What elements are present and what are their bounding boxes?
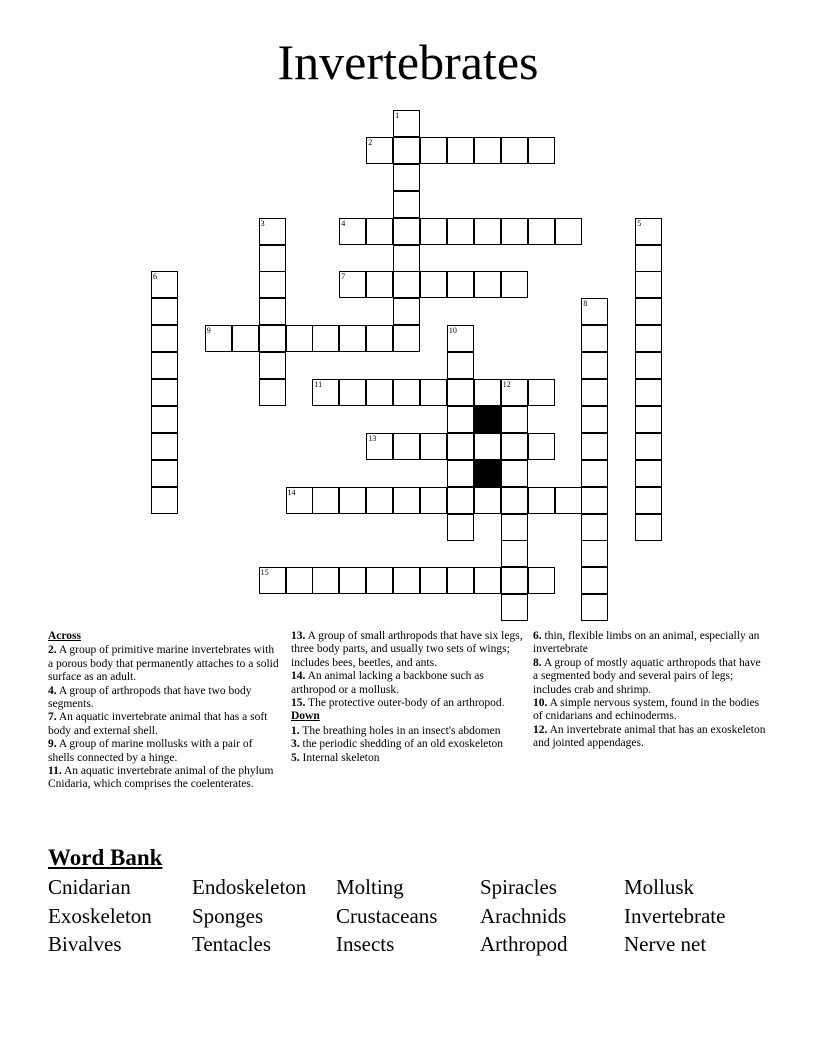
grid-cell[interactable] (474, 271, 501, 298)
grid-cell[interactable] (393, 567, 420, 594)
grid-cell[interactable] (232, 325, 259, 352)
grid-cell[interactable] (447, 325, 474, 352)
clue-number: 11 (314, 380, 323, 389)
clue-number: 15 (260, 568, 269, 578)
word-bank-word: Molting (336, 875, 404, 899)
grid-cell[interactable] (151, 271, 178, 298)
grid-cell[interactable] (447, 514, 474, 541)
clue-num: 15. (291, 697, 306, 710)
clue-number: 4 (341, 218, 346, 228)
clue-text: the periodic shedding of an old exoskeleton (299, 738, 504, 751)
across-heading: Across (48, 630, 82, 642)
grid-cell[interactable] (581, 325, 608, 352)
clue-num: 11. (48, 765, 62, 778)
word-bank-word: Exoskeleton (48, 903, 152, 928)
clue-number: 9 (206, 326, 211, 336)
grid-cell[interactable] (205, 325, 232, 352)
grid-cell[interactable] (635, 352, 662, 379)
grid-cell[interactable] (635, 245, 662, 272)
grid-cell[interactable] (259, 245, 286, 272)
grid-cell[interactable] (393, 379, 420, 406)
grid-cell[interactable] (528, 218, 555, 245)
grid-cell[interactable] (528, 379, 555, 406)
grid-cell[interactable] (501, 379, 528, 406)
clue-num: 4. (48, 684, 57, 697)
clue-num: 2. (48, 644, 57, 657)
word-bank-word: Spiracles (480, 875, 557, 899)
grid-cell[interactable] (501, 594, 528, 621)
clue-num: 10. (533, 697, 548, 710)
grid-cell[interactable] (447, 137, 474, 164)
grid-cell[interactable] (447, 567, 474, 594)
grid-cell[interactable] (581, 540, 608, 567)
grid-cell[interactable] (581, 487, 608, 514)
clue (291, 630, 523, 670)
clue (48, 738, 280, 765)
clue-text: A group of arthropods that have two body segments. (48, 684, 252, 711)
clue-text: A group of marine mollusks with a pair of shells connected by a hinge. (48, 738, 253, 764)
word-bank-row (48, 902, 788, 931)
grid-cell[interactable] (151, 406, 178, 433)
grid-cell[interactable] (447, 487, 474, 514)
grid-cell[interactable] (528, 487, 555, 514)
clue-number: 14 (287, 487, 296, 497)
grid-cell[interactable] (474, 433, 501, 460)
clue-num: 14. (291, 670, 306, 683)
clue-number: 10 (448, 326, 457, 336)
grid-cell[interactable] (581, 379, 608, 406)
grid-cell[interactable] (339, 379, 366, 406)
grid-cell[interactable] (393, 325, 420, 352)
word-bank-word: Invertebrate (624, 903, 726, 928)
grid-cell[interactable] (259, 352, 286, 379)
clue-text: A group of mostly aquatic arthropods that have a segmented body and several pairs of legs; includes crab and shrimp. (533, 656, 761, 696)
grid-cell[interactable] (420, 487, 447, 514)
grid-cell[interactable] (420, 218, 447, 245)
clue-column-1 (48, 630, 280, 792)
grid-cell[interactable] (635, 379, 662, 406)
clue (533, 724, 768, 751)
clue-text: A group of primitive marine invertebrates with a porous body that permanently attaches to a solid surface as an adult. (48, 644, 279, 684)
clue (48, 765, 280, 792)
clue-number: 12 (502, 380, 511, 389)
grid-cell[interactable] (151, 379, 178, 406)
grid-cell[interactable] (581, 352, 608, 379)
grid-cell[interactable] (393, 164, 420, 191)
grid-cell[interactable] (151, 325, 178, 352)
grid-cell[interactable] (581, 406, 608, 433)
grid-block (474, 406, 501, 433)
grid-cell[interactable] (581, 514, 608, 541)
grid-cell[interactable] (286, 325, 313, 352)
grid-cell[interactable] (259, 325, 286, 352)
grid-cell[interactable] (420, 137, 447, 164)
grid-cell[interactable] (393, 298, 420, 325)
grid-cell[interactable] (581, 567, 608, 594)
grid-cell[interactable] (393, 137, 420, 164)
grid-cell[interactable] (581, 460, 608, 487)
clue-text: An animal lacking a backbone such as arthropod or a mollusk. (291, 670, 484, 696)
grid-cell[interactable] (447, 460, 474, 487)
grid-cell[interactable] (447, 352, 474, 379)
clue-text: The protective outer-body of an arthropod. (305, 697, 505, 710)
grid-cell[interactable] (259, 218, 286, 245)
down-heading: Down (291, 710, 320, 723)
clue (533, 630, 768, 657)
word-bank-row (48, 873, 788, 902)
word-bank-word: Nerve net (624, 932, 707, 957)
grid-cell[interactable] (528, 567, 555, 594)
word-bank-row (48, 930, 788, 959)
grid-cell[interactable] (151, 487, 178, 514)
word-bank-word: Arachnids (480, 903, 567, 928)
grid-cell[interactable] (286, 567, 313, 594)
grid-cell[interactable] (447, 433, 474, 460)
clue-num: 7. (48, 711, 57, 724)
clue-number: 3 (260, 218, 265, 228)
grid-cell[interactable] (366, 325, 393, 352)
grid-cell[interactable] (393, 271, 420, 298)
grid-cell[interactable] (635, 325, 662, 352)
clue-num: 1. (291, 724, 300, 737)
grid-cell[interactable] (339, 487, 366, 514)
grid-cell[interactable] (635, 460, 662, 487)
grid-cell[interactable] (474, 218, 501, 245)
grid-cell[interactable] (339, 218, 366, 245)
word-bank-word: Bivalves (48, 932, 122, 957)
clue (48, 644, 280, 684)
grid-cell[interactable] (366, 433, 393, 460)
grid-cell[interactable] (447, 406, 474, 433)
grid-cell[interactable] (447, 271, 474, 298)
grid-cell[interactable] (151, 298, 178, 325)
word-bank-word: Sponges (192, 903, 264, 928)
clue (291, 752, 523, 765)
grid-cell[interactable] (474, 487, 501, 514)
grid-cell[interactable] (447, 218, 474, 245)
grid-cell[interactable] (339, 567, 366, 594)
clue (48, 685, 280, 712)
clue (291, 697, 523, 710)
clue-num: 8. (533, 656, 542, 669)
grid-cell[interactable] (501, 460, 528, 487)
grid-cell[interactable] (555, 218, 582, 245)
word-bank-title: Word Bank (48, 845, 163, 870)
grid-cell[interactable] (635, 298, 662, 325)
grid-cell[interactable] (366, 379, 393, 406)
clue (291, 738, 523, 751)
grid-cell[interactable] (555, 487, 582, 514)
word-bank (48, 873, 788, 959)
word-bank-word: Arthropod (480, 932, 568, 957)
grid-cell[interactable] (286, 487, 313, 514)
clue-num: 3. (291, 738, 300, 751)
word-bank-word: Crustaceans (336, 903, 438, 928)
grid-cell[interactable] (312, 567, 339, 594)
grid-cell[interactable] (393, 245, 420, 272)
clue-num: 6. (533, 630, 542, 642)
grid-cell[interactable] (420, 271, 447, 298)
clue-num: 12. (533, 723, 548, 736)
grid-cell[interactable] (420, 433, 447, 460)
grid-cell[interactable] (501, 514, 528, 541)
grid-cell[interactable] (339, 325, 366, 352)
grid-cell[interactable] (581, 433, 608, 460)
grid-cell[interactable] (474, 137, 501, 164)
clue-num: 9. (48, 738, 57, 751)
grid-cell[interactable] (259, 271, 286, 298)
word-bank-word: Insects (336, 932, 395, 957)
grid-cell[interactable] (420, 567, 447, 594)
clue-column-2 (291, 630, 523, 765)
word-bank-word: Mollusk (624, 875, 695, 899)
grid-cell[interactable] (151, 460, 178, 487)
clue-num: 5. (291, 751, 300, 764)
grid-cell[interactable] (635, 218, 662, 245)
clue-number: 5 (637, 218, 642, 228)
clue-number: 13 (368, 433, 377, 443)
grid-cell[interactable] (393, 433, 420, 460)
grid-cell[interactable] (501, 433, 528, 460)
grid-cell[interactable] (366, 218, 393, 245)
clue-text: The breathing holes in an insect's abdomen (299, 724, 501, 737)
clue (533, 697, 768, 724)
clue-text: Internal skeleton (299, 751, 380, 764)
grid-cell[interactable] (339, 271, 366, 298)
grid-cell[interactable] (635, 271, 662, 298)
grid-cell[interactable] (474, 379, 501, 406)
grid-cell[interactable] (366, 567, 393, 594)
clue-text: A group of small arthropods that have six legs, three body parts, and usually two sets of wings; includes bees, beetles, and ants. (291, 630, 523, 669)
word-bank-word: Tentacles (192, 932, 271, 957)
clue-text: An aquatic invertebrate animal that has a soft body and external shell. (48, 711, 268, 737)
grid-cell[interactable] (474, 567, 501, 594)
clue-number: 7 (341, 272, 346, 282)
word-bank-word: Cnidarian (48, 875, 131, 899)
clue-column-3 (533, 630, 768, 751)
grid-cell[interactable] (393, 487, 420, 514)
grid-cell[interactable] (501, 567, 528, 594)
grid-cell[interactable] (312, 487, 339, 514)
grid-cell[interactable] (312, 379, 339, 406)
grid-cell[interactable] (420, 379, 447, 406)
grid-cell[interactable] (393, 110, 420, 137)
clue-number: 8 (583, 299, 588, 309)
grid-cell[interactable] (635, 433, 662, 460)
clue-text: An invertebrate animal that has an exoskeleton and jointed appendages. (533, 723, 766, 750)
grid-cell[interactable] (635, 406, 662, 433)
grid-cell[interactable] (501, 271, 528, 298)
grid-cell[interactable] (528, 137, 555, 164)
clue-number: 2 (368, 137, 373, 147)
grid-cell[interactable] (501, 218, 528, 245)
grid-cell[interactable] (393, 191, 420, 218)
grid-cell[interactable] (501, 487, 528, 514)
grid-cell[interactable] (501, 540, 528, 567)
clue-text: An aquatic invertebrate animal of the phylum Cnidaria, which comprises the coelenterates. (48, 765, 274, 791)
grid-cell[interactable] (501, 406, 528, 433)
grid-block (474, 460, 501, 487)
word-bank-word: Endoskeleton (192, 875, 307, 899)
clue-text: thin, flexible limbs on an animal, especially an invertebrate (533, 630, 760, 656)
clue-num: 13. (291, 630, 306, 642)
grid-cell[interactable] (366, 487, 393, 514)
grid-cell[interactable] (393, 218, 420, 245)
clue-number: 6 (153, 272, 157, 282)
clue (291, 725, 523, 738)
grid-cell[interactable] (528, 433, 555, 460)
grid-cell[interactable] (635, 514, 662, 541)
puzzle-title: Invertebrates (277, 34, 539, 90)
grid-cell[interactable] (447, 379, 474, 406)
grid-cell[interactable] (581, 594, 608, 621)
clue (533, 657, 768, 697)
grid-cell[interactable] (635, 487, 662, 514)
grid-cell[interactable] (259, 379, 286, 406)
grid-cell[interactable] (259, 298, 286, 325)
clue-number: 1 (395, 111, 400, 120)
clue-text: A simple nervous system, found in the bodies of cnidarians and echinoderms. (533, 697, 760, 723)
grid-cell[interactable] (151, 352, 178, 379)
grid-cell[interactable] (312, 325, 339, 352)
grid-cell[interactable] (366, 137, 393, 164)
grid-cell[interactable] (501, 137, 528, 164)
grid-cell[interactable] (581, 298, 608, 325)
grid-cell[interactable] (259, 567, 286, 594)
clue (48, 711, 280, 738)
grid-cell[interactable] (366, 271, 393, 298)
clue (291, 670, 523, 697)
grid-cell[interactable] (151, 433, 178, 460)
